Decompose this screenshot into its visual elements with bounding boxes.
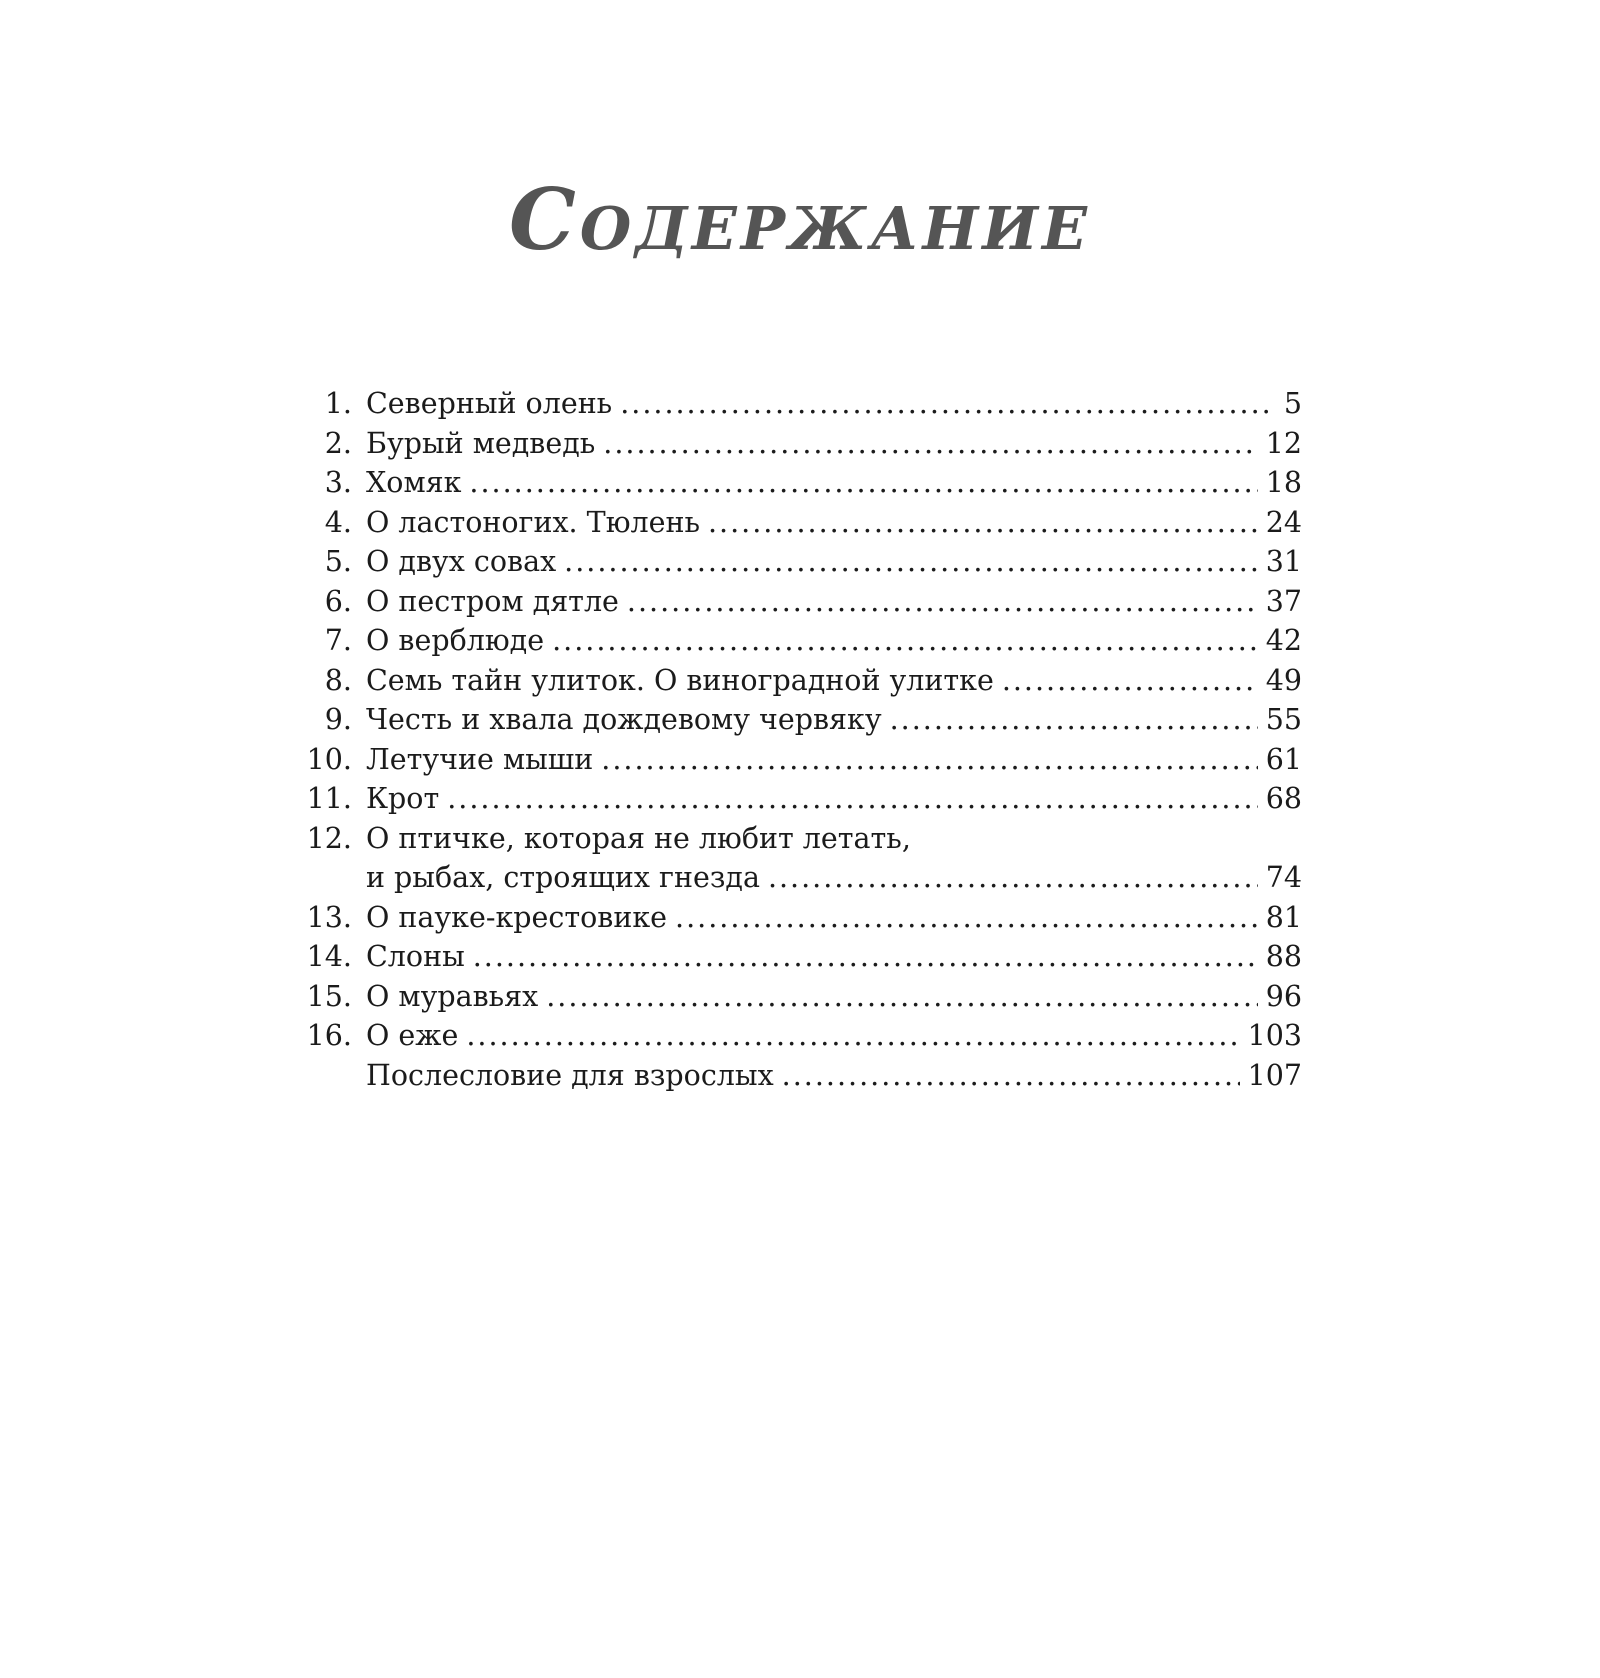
- toc-dot-leader: [890, 700, 1258, 740]
- page-title: Содержание: [509, 170, 1091, 269]
- toc-entry-title: О верблюде: [366, 624, 545, 657]
- toc-dot-leader: [1002, 661, 1258, 701]
- toc-dot-leader: [620, 384, 1272, 424]
- toc-entry-title: Хомяк: [366, 466, 462, 499]
- toc-entry-title: Слоны: [366, 940, 465, 973]
- toc-dot-leader: [469, 463, 1257, 503]
- toc-entry-page: 24: [1265, 505, 1302, 539]
- toc-entry-page: 55: [1265, 703, 1302, 736]
- toc-dot-leader: [782, 1056, 1240, 1096]
- toc-entry-page: 42: [1265, 624, 1302, 657]
- toc-entry-page: 61: [1265, 742, 1302, 776]
- toc-entry-page: 18: [1265, 466, 1302, 499]
- toc-dot-leader: [473, 937, 1258, 977]
- toc-entry: [296, 424, 1302, 464]
- toc-dot-leader: [546, 977, 1258, 1017]
- toc-entry-title: Летучие мыши: [366, 742, 594, 776]
- toc-entry: [296, 937, 1302, 977]
- toc-entry: [296, 819, 1302, 859]
- toc-entry: [296, 977, 1302, 1017]
- toc-entry-title: О муравьях: [366, 979, 539, 1013]
- toc-dot-leader: [708, 503, 1258, 543]
- toc-entry: [296, 542, 1302, 582]
- toc-entry-page: 96: [1265, 979, 1302, 1013]
- toc-entry-number: 12.: [306, 821, 352, 855]
- toc-entry: [296, 898, 1302, 938]
- toc-entry-title: Семь тайн улиток. О виноградной улитке: [366, 663, 994, 697]
- toc-dot-leader: [627, 582, 1258, 622]
- toc-entry-title: Северный олень: [366, 387, 613, 420]
- toc-entry-number: 1.: [324, 387, 352, 420]
- toc-entry: [296, 503, 1302, 543]
- toc-entry-page: 37: [1265, 584, 1302, 618]
- toc-dot-leader: [603, 424, 1257, 464]
- toc-entry-number: 2.: [324, 426, 352, 460]
- toc-entry-title: Крот: [366, 782, 440, 815]
- toc-entry-page: 31: [1265, 545, 1302, 578]
- toc-entry-title: О пестром дятле: [366, 584, 619, 618]
- toc-entry-number: 7.: [324, 624, 352, 657]
- toc-entry: [296, 740, 1302, 780]
- toc-dot-leader: [564, 542, 1258, 582]
- toc-entry-number: 16.: [306, 1019, 352, 1052]
- toc-entry-number: 10.: [306, 742, 352, 776]
- toc-entry-page: 107: [1247, 1058, 1302, 1092]
- toc-entry: [296, 621, 1302, 661]
- toc-entry-title: Бурый медведь: [366, 426, 596, 460]
- toc-entry-title: О ластоногих. Тюлень: [366, 505, 700, 539]
- toc-entry: [296, 858, 1302, 898]
- toc-dot-leader: [466, 1016, 1239, 1056]
- toc-dot-leader: [447, 779, 1258, 819]
- toc-dot-leader: [601, 740, 1257, 780]
- table-of-contents: [296, 384, 1302, 1095]
- toc-dot-leader: [675, 898, 1258, 938]
- toc-entry-number: 5.: [324, 545, 352, 578]
- toc-entry: [296, 700, 1302, 740]
- toc-entry-title: О еже: [366, 1019, 459, 1052]
- toc-entry-title: О двух совах: [366, 545, 557, 578]
- toc-entry-title: Честь и хвала дождевому червяку: [366, 703, 882, 736]
- toc-entry-page: 88: [1265, 940, 1302, 973]
- toc-entry-number: 6.: [324, 584, 352, 618]
- toc-entry-number: 3.: [324, 466, 352, 499]
- toc-entry-page: 5: [1283, 387, 1302, 420]
- toc-entry-title: и рыбах, строящих гнезда: [366, 861, 760, 894]
- toc-entry-title: Послесловие для взрослых: [366, 1058, 774, 1092]
- toc-entry-page: 68: [1265, 782, 1302, 815]
- toc-entry-number: 9.: [324, 703, 352, 736]
- toc-entry-page: 12: [1265, 426, 1302, 460]
- toc-entry-number: 11.: [306, 782, 352, 815]
- toc-entry: [296, 1056, 1302, 1096]
- toc-entry-page: 74: [1265, 861, 1302, 894]
- toc-dot-leader: [768, 858, 1258, 898]
- toc-entry: [296, 661, 1302, 701]
- toc-entry: [296, 463, 1302, 503]
- toc-entry-number: 8.: [324, 663, 352, 697]
- toc-entry-page: 103: [1247, 1019, 1302, 1052]
- toc-dot-leader: [552, 621, 1258, 661]
- toc-entry-number: 14.: [306, 940, 352, 973]
- toc-entry: [296, 384, 1302, 424]
- toc-entry-number: 4.: [324, 505, 352, 539]
- toc-entry: [296, 1016, 1302, 1056]
- toc-entry-title: О птичке, которая не любит летать,: [366, 821, 911, 855]
- toc-entry-number: 13.: [306, 900, 352, 934]
- toc-entry-number: 15.: [306, 979, 352, 1013]
- toc-entry: [296, 582, 1302, 622]
- toc-entry: [296, 779, 1302, 819]
- toc-entry-title: О пауке-крестовике: [366, 900, 668, 934]
- toc-entry-page: 81: [1265, 900, 1302, 934]
- toc-entry-page: 49: [1265, 663, 1302, 697]
